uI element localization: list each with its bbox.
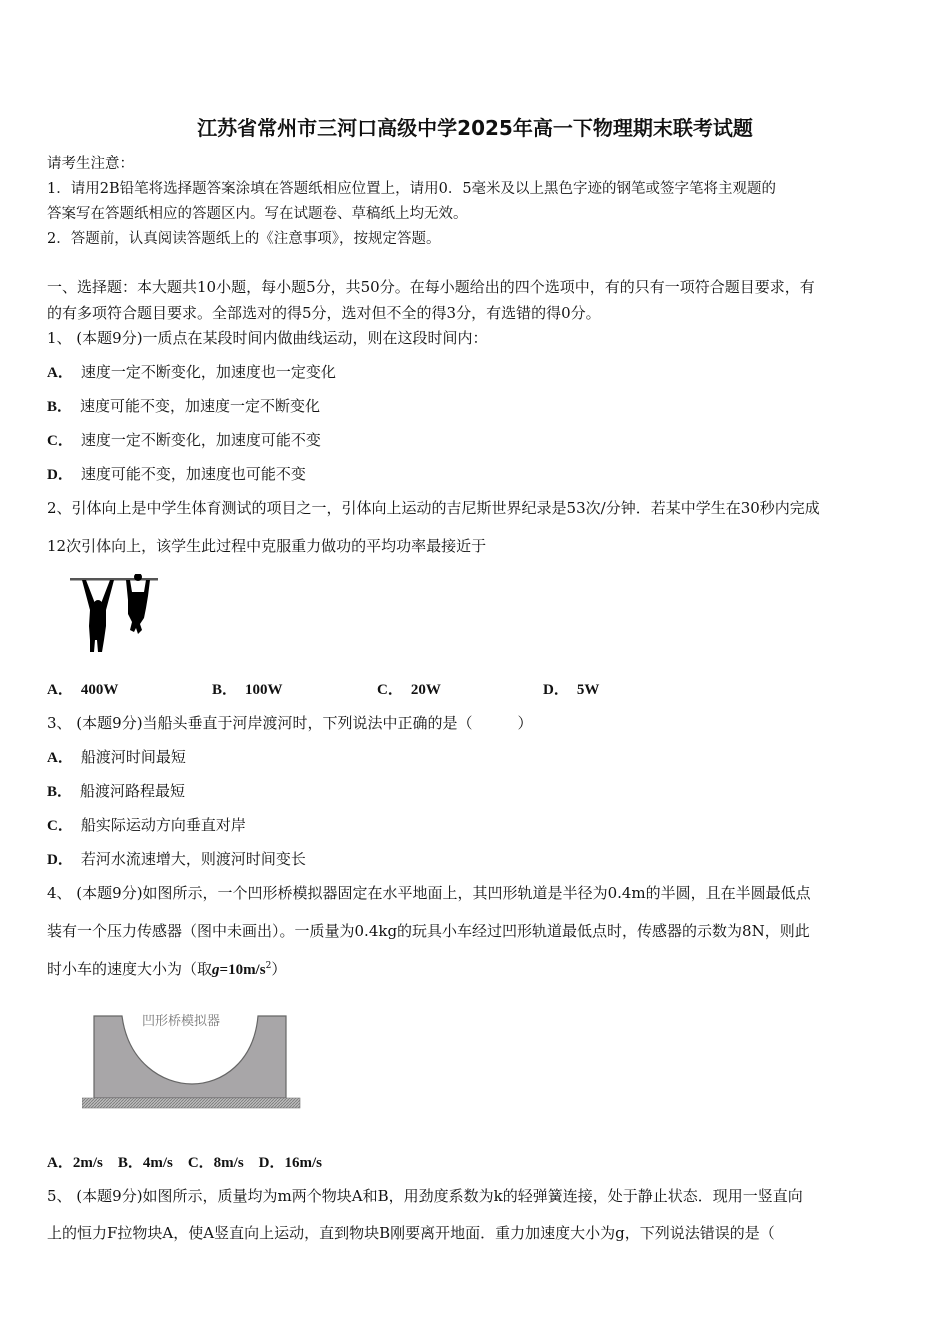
question-1-option-c[interactable] <box>47 429 321 450</box>
question-3-option-b[interactable] <box>47 780 185 801</box>
notice-item-1-line-2: 答案写在答题纸相应的答题区内。写在试题卷、草稿纸上均无效。 <box>47 206 468 222</box>
superscript: 2 <box>265 961 272 971</box>
question-3-stem: 3、 (本题9分)当船头垂直于河岸渡河时，下列说法中正确的是（ ） <box>47 714 533 732</box>
question-2-option-a[interactable] <box>47 678 118 699</box>
option-text: 20W <box>410 682 441 698</box>
option-text: 速度可能不变，加速度一定不断变化 <box>80 397 321 415</box>
option-text: 100W <box>245 682 283 698</box>
concave-bridge-simulator-figure <box>82 1012 302 1112</box>
option-text: 船实际运动方向垂直对岸 <box>80 816 246 834</box>
option-text: 速度一定不断变化，加速度可能不变 <box>80 431 321 449</box>
option-label: D． <box>543 682 569 698</box>
option-label: C． <box>377 682 403 698</box>
stem-text: ） <box>271 960 287 978</box>
option-text: 400W <box>80 682 119 698</box>
question-5-stem-line-1: 5、 (本题9分)如图所示，质量均为m两个物块A和B，用劲度系数为k的轻弹簧连接，处于静止状态．现用一竖直向 <box>47 1187 803 1205</box>
question-1-option-b[interactable] <box>47 395 320 416</box>
option-text: 速度可能不变，加速度也可能不变 <box>80 465 306 483</box>
notice-item-2: 2．答题前，认真阅读答题纸上的《注意事项》，按规定答题。 <box>47 231 441 247</box>
question-1-option-a[interactable] <box>47 361 336 382</box>
section-1-intro-line-2: 的有多项符合题目要求。全部选对的得5分，选对但不全的得3分，有选错的得0分。 <box>47 304 601 322</box>
option-text: 船渡河路程最短 <box>80 782 186 800</box>
page-title: 江苏省常州市三河口高级中学2025年高一下物理期末联考试题 <box>197 116 753 140</box>
option-label: C． <box>47 818 73 834</box>
question-3-option-a[interactable] <box>47 746 186 767</box>
question-3-option-d[interactable] <box>47 848 306 869</box>
figure-label: 凹形桥模拟器 <box>142 1014 221 1029</box>
question-2-stem-line-2: 12次引体向上，该学生此过程中克服重力做功的平均功率最接近于 <box>47 537 487 555</box>
option-text: 船渡河时间最短 <box>80 748 186 766</box>
question-1-stem: 1、 (本题9分)一质点在某段时间内做曲线运动，则在这段时间内： <box>47 329 488 347</box>
question-5-stem-line-2: 上的恒力F拉物块A，使A竖直向上运动，直到物块B刚要离开地面．重力加速度大小为g，下列说法错误的是（ <box>47 1224 775 1242</box>
option-label: C． <box>47 433 73 449</box>
question-4-stem-line-1: 4、 (本题9分)如图所示，一个凹形桥模拟器固定在水平地面上，其凹形轨道是半径为0.4m的半圆，且在半圆最低点 <box>47 884 811 902</box>
option-label: A． <box>47 365 73 381</box>
option-label: B． <box>47 784 73 800</box>
pull-up-figure-icon <box>70 574 170 656</box>
question-4-stem-line-2: 装有一个压力传感器（图中未画出）。一质量为0.4kg的玩具小车经过凹形轨道最低点时，传感器的示数为8N，则此 <box>47 922 810 940</box>
option-text: 5W <box>576 682 600 698</box>
option-label: A． <box>47 750 73 766</box>
question-3-option-c[interactable] <box>47 814 246 835</box>
option-label: A． <box>47 682 73 698</box>
stem-text: 时小车的速度大小为（取 <box>47 960 213 978</box>
question-2-option-d[interactable] <box>543 678 599 699</box>
question-2-option-b[interactable] <box>212 678 283 699</box>
option-label: D． <box>47 852 73 868</box>
option-label: D． <box>47 467 73 483</box>
option-text: 若河水流速增大，则渡河时间变长 <box>80 850 306 868</box>
notice-item-1-line-1: 1．请用2B铅笔将选择题答案涂填在答题纸相应位置上，请用0．5毫米及以上黑色字迹的钢笔或签字笔将主观题的 <box>47 181 777 197</box>
question-1-option-d[interactable] <box>47 463 306 484</box>
section-1-intro-line-1: 一、选择题：本大题共10小题，每小题5分，共50分。在每小题给出的四个选项中，有的只有一项符合题目要求，有 <box>47 278 815 296</box>
option-label: B． <box>212 682 238 698</box>
question-4-stem-line-3 <box>47 958 286 979</box>
question-2-option-c[interactable] <box>377 678 441 699</box>
question-4-options[interactable]: A．2m/s B．4m/s C．8m/s D．16m/s <box>47 1155 323 1171</box>
question-2-stem-line-1: 2、引体向上是中学生体育测试的项目之一，引体向上运动的吉尼斯世界纪录是53次/分钟．若某中学生在30秒内完成 <box>47 499 820 517</box>
option-label: B． <box>47 399 73 415</box>
notice-heading: 请考生注意： <box>47 156 134 172</box>
g-symbol: g <box>212 962 220 978</box>
option-text: 速度一定不断变化，加速度也一定变化 <box>80 363 336 381</box>
stem-text: =10m/s <box>219 962 266 978</box>
